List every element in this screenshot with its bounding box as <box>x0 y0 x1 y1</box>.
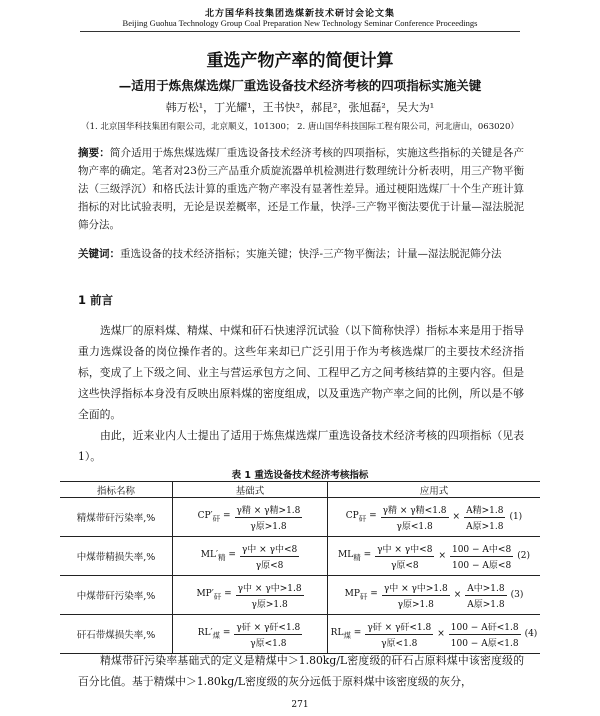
applied-formula: $RL_煤$ = $\frac{\text{γ矸 × γ矸<1.8}}{\text{γ原<1.8}}$ × $\frac{\text{100 − A矸<1.8}}{\text{100 − A原<1.8}}$ (4) <box>328 615 541 654</box>
body-paragraph-1: 选煤厂的原料煤、精煤、中煤和矸石快速浮沉试验（以下简称快浮）指标本来是用于指导重力选煤设备的岗位操作者的。这些年来却已广泛引用于作为考核选煤厂的主要技术经济指标，变成了上下级之间、业主与营运承包方之间、工程甲乙方之间考核结算的主要内容。但是这些快浮指标本身没有反映出原料煤的密度组成，以及重选产物产率之间的比例，所以是不够全面的。 <box>78 324 524 421</box>
formula-symbol: MP <box>344 588 360 599</box>
formula-numerator: γ中 × γ中<8 <box>240 542 299 557</box>
indicator-name: 中煤带精损失率,% <box>60 537 173 576</box>
equation-number: (1) <box>509 512 523 522</box>
formula-symbol: ML <box>338 549 354 560</box>
formula-symbol: ML′ <box>200 549 219 560</box>
abstract-text: 简介适用于炼焦煤选煤厂重选设备技术经济考核的四项指标，实施这些指标的关键是各产物产率的确定。笔者对23份三产品重介质旋流器单机检测进行数理统计分析表明，用三产物平衡法（三级浮沉）和格氏法计算的重选产物产率没有显著性差异。通过梗阳选煤厂十个生产班计算指标的对比试验表明，无论是误差概率，还是工作量，快浮-三产物平衡法要优于计量—湿法脱泥筛分法。 <box>78 147 525 231</box>
running-header-cn: 北方国华科技集团选煤新技术研讨会论文集 <box>204 9 395 19</box>
formula-subscript: 矸 <box>212 513 221 523</box>
formula-denominator-2: 100 − A原<1.8 <box>450 638 519 649</box>
formula-denominator-2: A原>1.8 <box>467 599 505 610</box>
applied-formula: $MP_矸$ = $\frac{\text{γ中 × γ中>1.8}}{\text{γ原>1.8}}$ × $\frac{\text{A中>1.8}}{\text{A原>1.8}}$ (3) <box>328 576 541 615</box>
indicator-table <box>60 481 540 654</box>
formula-denominator: γ原<1.8 <box>381 638 418 649</box>
table-row <box>60 537 540 576</box>
basic-formula: $CP'_矸$ = $\frac{\text{γ精 × γ精>1.8}}{\text{γ原>1.8}}$ <box>173 498 328 537</box>
keywords-label: 关键词： <box>78 248 120 260</box>
paper-subtitle: —适用于炼焦煤选煤厂重选设备技术经济考核的四项指标实施关键 <box>118 78 482 93</box>
formula-numerator: γ精 × γ精<1.8 <box>381 503 449 518</box>
indicator-name: 精煤带矸污染率,% <box>60 498 173 537</box>
body-paragraph-2: 由此，近来业内人士提出了适用于炼焦煤选煤厂重选设备技术经济考核的四项指标（见表1）。 <box>78 429 524 463</box>
table-header-cell: 应用式 <box>328 482 541 498</box>
formula-numerator: γ中 × γ中>1.8 <box>236 581 304 596</box>
formula-numerator: γ精 × γ精>1.8 <box>235 503 303 518</box>
formula-numerator: γ中 × γ中<8 <box>375 542 434 557</box>
formula-numerator: γ矸 × γ矸<1.8 <box>234 620 302 635</box>
applied-formula: $CP_矸$ = $\frac{\text{γ精 × γ精<1.8}}{\text{γ原<1.8}}$ × $\frac{\text{A精>1.8}}{\text{A原>1.8}}$ (1) <box>328 498 541 537</box>
formula-subscript: 矸 <box>359 591 368 601</box>
formula-numerator: γ中 × γ中>1.8 <box>382 581 450 596</box>
formula-subscript: 矸 <box>213 591 222 601</box>
formula-numerator-2: A精>1.8 <box>464 503 505 518</box>
table-row <box>60 498 540 537</box>
page-number: 271 <box>291 700 309 710</box>
table-caption: 表 1 重选设备技术经济考核指标 <box>231 470 369 481</box>
table-row <box>60 615 540 654</box>
formula-symbol: CP′ <box>197 510 213 521</box>
formula-denominator-2: 100 − A原<8 <box>451 560 512 571</box>
formula-symbol: MP′ <box>196 588 214 599</box>
abstract <box>78 144 524 234</box>
formula-subscript: 煤 <box>343 630 351 640</box>
header-rule <box>80 31 520 32</box>
table-header-cell: 指标名称 <box>60 482 173 498</box>
basic-formula: $ML'_精$ = $\frac{\text{γ中 × γ中<8}}{\text{γ原<8}}$ <box>173 537 328 576</box>
formula-symbol: RL <box>330 627 344 638</box>
running-header-en: Beijing Guohua Technology Group Coal Preparation New Technology Seminar Conference Proceedings <box>122 18 478 28</box>
formula-denominator: γ原<1.8 <box>250 638 287 649</box>
equation-number: (4) <box>524 629 538 639</box>
equation-number: (2) <box>517 551 530 561</box>
body-paragraph-3: 精煤带矸污染率基础式的定义是精煤中＞1.80kg/L密度级的矸石占原料煤中该密度级的百分比值。基于精煤中＞1.80kg/L密度级的灰分远低于原料煤中该密度级的灰分， <box>78 654 524 688</box>
section-heading: 1 前言 <box>78 293 114 307</box>
author-list: 韩万松¹，丁光耀¹，王书快²，郝昆²，张旭磊²，吴大为¹ <box>165 101 435 114</box>
formula-numerator-2: 100 − A中<8 <box>450 542 513 557</box>
formula-subscript: 矸 <box>358 513 367 523</box>
table-header-cell: 基础式 <box>173 482 328 498</box>
affiliations: （1. 北京国华科技集团有限公司，北京顺义，101300； 2. 唐山国华科技国际工程有限公司，河北唐山，063020） <box>81 122 519 132</box>
table-row <box>60 576 540 615</box>
formula-numerator-2: 100 − A矸<1.8 <box>449 620 521 635</box>
formula-denominator: γ原>1.8 <box>250 521 287 532</box>
formula-numerator-2: A中>1.8 <box>465 581 506 596</box>
abstract-label: 摘要： <box>78 147 110 159</box>
formula-denominator: γ原<1.8 <box>396 521 433 532</box>
indicator-name: 中煤带矸污染率,% <box>60 576 173 615</box>
keywords-text: 重选设备的技术经济指标；实施关键；快浮-三产物平衡法；计量—湿法脱泥筛分法 <box>120 248 502 260</box>
formula-denominator: γ原>1.8 <box>397 599 434 610</box>
formula-denominator: γ原>1.8 <box>251 599 288 610</box>
formula-symbol: RL′ <box>197 627 213 638</box>
formula-denominator-2: A原>1.8 <box>466 521 504 532</box>
basic-formula: $MP'_矸$ = $\frac{\text{γ中 × γ中>1.8}}{\text{γ原>1.8}}$ <box>173 576 328 615</box>
indicator-name: 矸石带煤损失率,% <box>60 615 173 654</box>
keywords <box>78 245 524 263</box>
formula-subscript: 精 <box>353 552 361 562</box>
formula-denominator: γ原<8 <box>390 560 419 571</box>
formula-symbol: CP <box>345 510 359 521</box>
paper-title: 重选产物产率的简便计算 <box>206 51 394 71</box>
equation-number: (3) <box>510 590 524 600</box>
applied-formula: $ML_精$ = $\frac{\text{γ中 × γ中<8}}{\text{γ原<8}}$ × $\frac{\text{100 − A中<8}}{\text{100 − A原<8}}$ (2) <box>328 537 541 576</box>
basic-formula: $RL'_煤$ = $\frac{\text{γ矸 × γ矸<1.8}}{\text{γ原<1.8}}$ <box>173 615 328 654</box>
formula-numerator: γ矸 × γ矸<1.8 <box>365 620 433 635</box>
formula-denominator: γ原<8 <box>255 560 284 571</box>
formula-subscript: 精 <box>218 552 226 562</box>
formula-subscript: 煤 <box>212 630 220 640</box>
